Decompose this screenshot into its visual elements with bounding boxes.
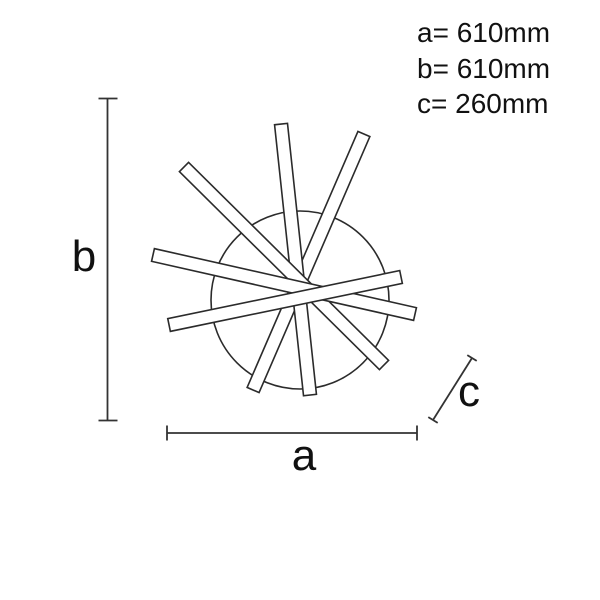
spec-line-a: a= 610mm [417, 17, 551, 48]
dimension-label-b: b [71, 232, 97, 281]
dimension-line-b [99, 99, 118, 421]
dimension-line-c-lower-tick [428, 417, 437, 423]
spec-line-b: b= 610mm [417, 52, 551, 84]
dimension-line-c-upper-tick [467, 355, 476, 361]
spec-line-c: c= 260mm [417, 88, 549, 119]
spec-list [417, 15, 550, 122]
dimension-label-a: a [291, 431, 317, 480]
fixture-top-view [152, 123, 417, 395]
dimension-label-c: c [458, 367, 480, 416]
